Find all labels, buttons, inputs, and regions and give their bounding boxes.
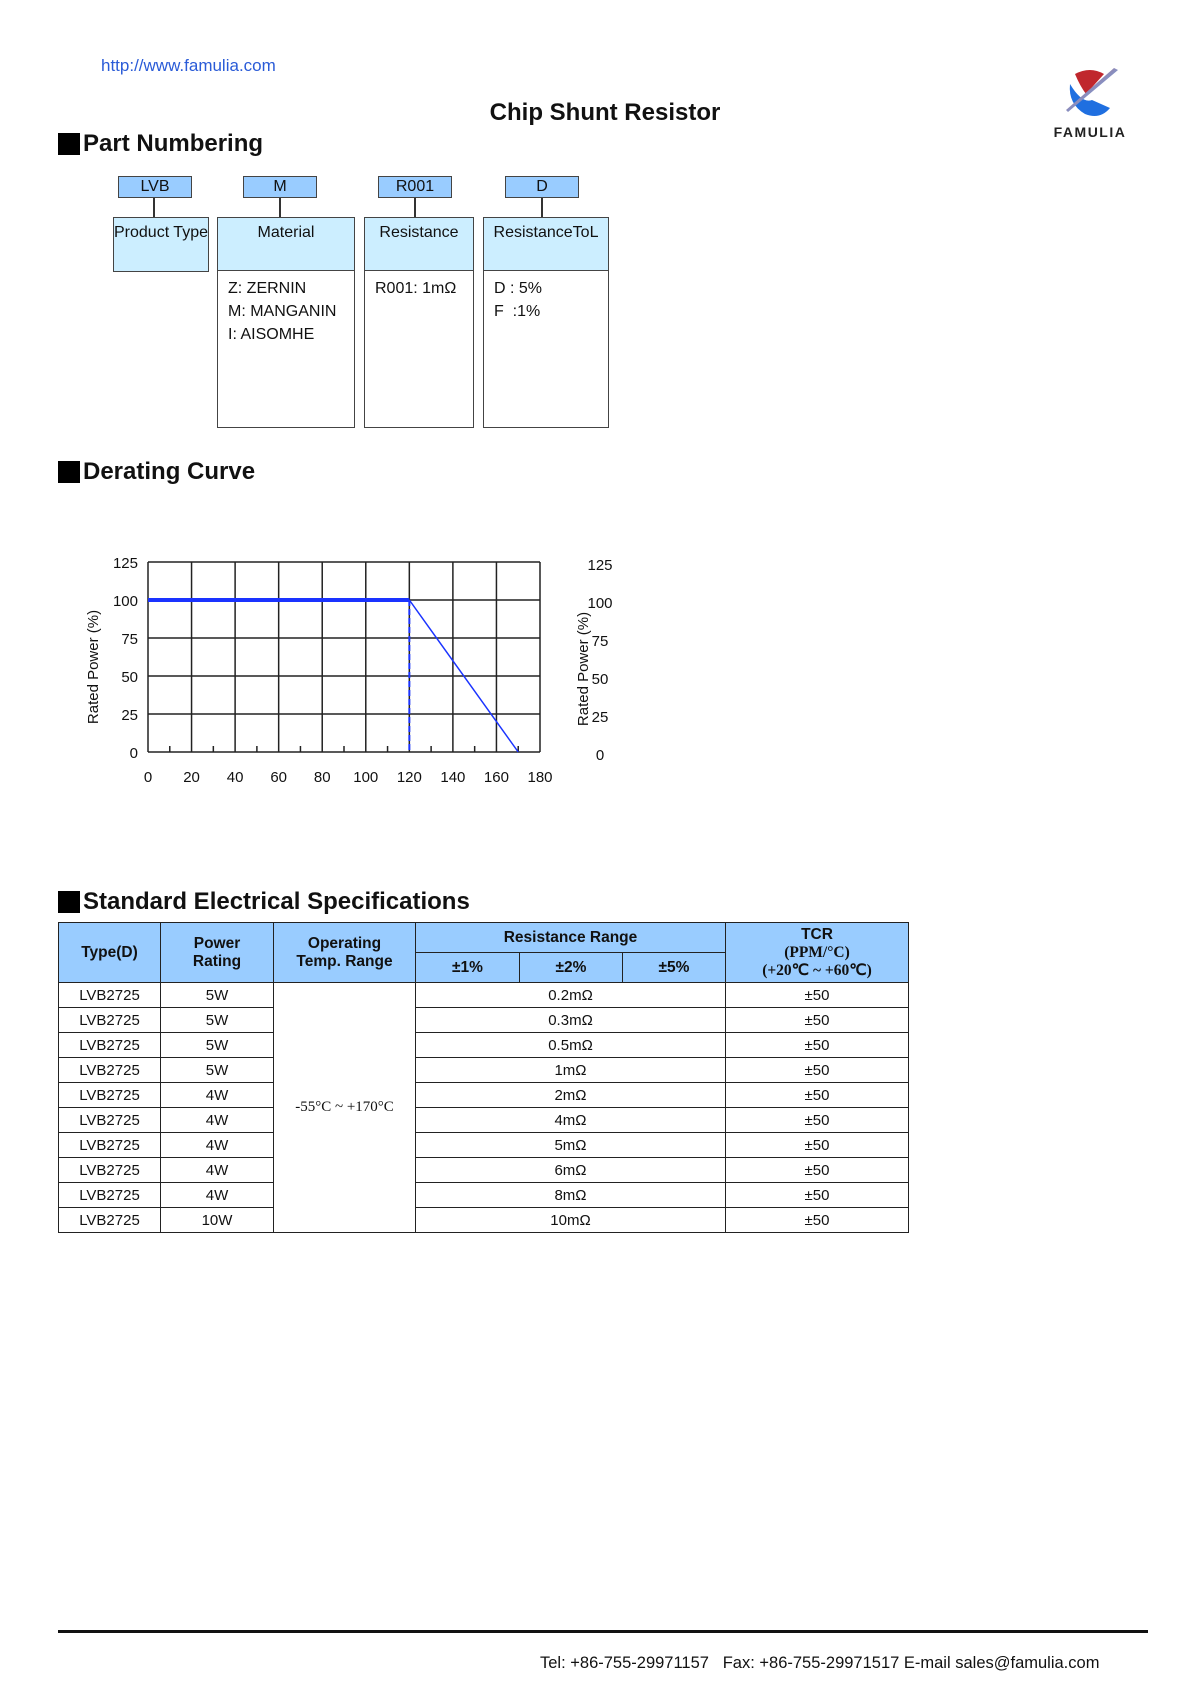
x-tick-label: 40 bbox=[226, 769, 244, 786]
y2-tick-label: 100 bbox=[587, 595, 613, 612]
cell-power: 4W bbox=[161, 1083, 274, 1108]
col-header-tol-1: ±1% bbox=[416, 953, 520, 983]
x-tick-label: 60 bbox=[270, 769, 288, 786]
pn-code-resistance: R001 bbox=[378, 176, 452, 198]
cell-resistance: 5mΩ bbox=[416, 1133, 726, 1158]
y-tick-label: 125 bbox=[112, 555, 138, 572]
col-header-tol-2: ±2% bbox=[520, 953, 623, 983]
pn-option: F :1% bbox=[494, 303, 541, 320]
cell-resistance: 4mΩ bbox=[416, 1108, 726, 1133]
bullet-square-icon bbox=[58, 461, 80, 483]
y-tick-label: 50 bbox=[121, 669, 138, 686]
document-title: Chip Shunt Resistor bbox=[489, 99, 721, 126]
section-title-text: Part Numbering bbox=[83, 130, 264, 157]
y-tick-label: 75 bbox=[121, 631, 138, 648]
table-row bbox=[59, 1008, 909, 1033]
bullet-square-icon bbox=[58, 133, 80, 155]
cell-resistance: 1mΩ bbox=[416, 1058, 726, 1083]
x-tick-label: 0 bbox=[143, 769, 153, 786]
bullet-square-icon bbox=[58, 891, 80, 913]
table-row bbox=[59, 1033, 909, 1058]
section-title-derating-curve bbox=[58, 458, 255, 486]
y2-tick-label: 50 bbox=[591, 671, 609, 688]
cell-resistance: 8mΩ bbox=[416, 1183, 726, 1208]
pn-code-product-type: LVB bbox=[118, 176, 192, 198]
table-row bbox=[59, 1183, 909, 1208]
pn-code-tolerance: D bbox=[505, 176, 579, 198]
cell-type: LVB2725 bbox=[59, 1008, 161, 1033]
pn-heading: Product Type bbox=[114, 218, 208, 271]
cell-resistance: 0.3mΩ bbox=[416, 1008, 726, 1033]
pn-options bbox=[365, 271, 473, 306]
x-tick-label: 80 bbox=[313, 769, 331, 786]
x-tick-label: 160 bbox=[483, 769, 509, 786]
cell-tcr: ±50 bbox=[726, 983, 909, 1008]
connector-line bbox=[541, 198, 543, 218]
y2-tick-label: 75 bbox=[591, 633, 609, 650]
table-row bbox=[59, 1083, 909, 1108]
cell-power: 5W bbox=[161, 983, 274, 1008]
y2-tick-label: 0 bbox=[595, 747, 605, 764]
table-row bbox=[59, 1158, 909, 1183]
cell-power: 4W bbox=[161, 1158, 274, 1183]
header-line: Operating bbox=[307, 934, 382, 952]
col-header-resistance: Resistance Range bbox=[416, 923, 726, 953]
connector-line bbox=[153, 198, 155, 218]
pn-option: D : 5% bbox=[494, 280, 543, 297]
section-title-text: Derating Curve bbox=[83, 458, 256, 485]
cell-power: 5W bbox=[161, 1033, 274, 1058]
pn-option: Z: ZERNIN bbox=[228, 280, 307, 297]
x-tick-label: 100 bbox=[353, 769, 379, 786]
header-line: Power bbox=[193, 934, 241, 952]
pn-box-material bbox=[217, 217, 355, 428]
y-tick-label: 25 bbox=[121, 707, 138, 724]
col-header-temp bbox=[274, 923, 416, 983]
cell-tcr: ±50 bbox=[726, 1058, 909, 1083]
pn-option: R001: 1mΩ bbox=[375, 280, 457, 297]
cell-resistance: 6mΩ bbox=[416, 1158, 726, 1183]
cell-type: LVB2725 bbox=[59, 1183, 161, 1208]
col-header-tcr bbox=[726, 923, 909, 983]
cell-tcr: ±50 bbox=[726, 1108, 909, 1133]
cell-tcr: ±50 bbox=[726, 1208, 909, 1233]
pn-box-tolerance bbox=[483, 217, 609, 428]
cell-type: LVB2725 bbox=[59, 1033, 161, 1058]
cell-resistance: 10mΩ bbox=[416, 1208, 726, 1233]
pn-heading: Resistance bbox=[365, 218, 473, 271]
cell-power: 5W bbox=[161, 1058, 274, 1083]
pn-box-resistance bbox=[364, 217, 474, 428]
pn-code-material: M bbox=[243, 176, 317, 198]
header-line: Temp. Range bbox=[296, 952, 393, 970]
y-axis-label: Rated Power (%) bbox=[85, 609, 102, 725]
table-row bbox=[59, 1208, 909, 1233]
table-row bbox=[59, 1108, 909, 1133]
logo-text: FAMULIA bbox=[1053, 124, 1127, 140]
col-header-type: Type(D) bbox=[59, 923, 161, 983]
cell-tcr: ±50 bbox=[726, 1158, 909, 1183]
x-tick-label: 120 bbox=[396, 769, 422, 786]
col-header-power bbox=[161, 923, 274, 983]
cell-tcr: ±50 bbox=[726, 1083, 909, 1108]
section-title-text: Standard Electrical Specifications bbox=[83, 888, 470, 915]
cell-type: LVB2725 bbox=[59, 1133, 161, 1158]
table-row bbox=[59, 983, 909, 1008]
y2-tick-label: 125 bbox=[587, 557, 613, 574]
cell-power: 10W bbox=[161, 1208, 274, 1233]
header-line: TCR bbox=[801, 925, 833, 943]
derating-chart bbox=[70, 540, 670, 800]
header-line: (PPM/°C) bbox=[784, 943, 850, 961]
x-tick-label: 20 bbox=[183, 769, 200, 786]
cell-type: LVB2725 bbox=[59, 1058, 161, 1083]
y2-axis-label: Rated Power (%) bbox=[575, 611, 592, 727]
section-title-specs bbox=[58, 888, 470, 916]
cell-resistance: 0.5mΩ bbox=[416, 1033, 726, 1058]
table-row bbox=[59, 1133, 909, 1158]
cell-power: 5W bbox=[161, 1008, 274, 1033]
connector-line bbox=[414, 198, 416, 218]
cell-type: LVB2725 bbox=[59, 1083, 161, 1108]
footer-divider bbox=[58, 1630, 1148, 1633]
website-link[interactable]: http://www.famulia.com bbox=[101, 56, 276, 75]
section-title-part-numbering bbox=[58, 130, 263, 158]
cell-type: LVB2725 bbox=[59, 1108, 161, 1133]
famulia-logo bbox=[1040, 64, 1140, 144]
x-tick-label: 140 bbox=[440, 769, 466, 786]
cell-type: LVB2725 bbox=[59, 1158, 161, 1183]
cell-type: LVB2725 bbox=[59, 983, 161, 1008]
cell-type: LVB2725 bbox=[59, 1208, 161, 1233]
pn-heading: Material bbox=[218, 218, 354, 271]
pn-heading: ResistanceToL bbox=[484, 218, 608, 271]
pn-options bbox=[218, 271, 354, 352]
cell-tcr: ±50 bbox=[726, 1133, 909, 1158]
famulia-logo-icon bbox=[1040, 64, 1140, 124]
x-tick-label: 180 bbox=[527, 769, 553, 786]
y-tick-label: 100 bbox=[112, 593, 138, 610]
col-header-tol-5: ±5% bbox=[623, 953, 726, 983]
pn-box-product-type bbox=[113, 217, 209, 272]
cell-resistance: 2mΩ bbox=[416, 1083, 726, 1108]
y-tick-label: 0 bbox=[129, 745, 138, 762]
specs-table bbox=[58, 922, 909, 1233]
cell-power: 4W bbox=[161, 1108, 274, 1133]
header-line: Rating bbox=[192, 952, 242, 970]
cell-power: 4W bbox=[161, 1183, 274, 1208]
footer-contact: Tel: +86-755-29971157 Fax: +86-755-29971517 E-mail sales@famulia.com bbox=[540, 1654, 1100, 1672]
cell-resistance: 0.2mΩ bbox=[416, 983, 726, 1008]
table-row bbox=[59, 1058, 909, 1083]
y2-tick-label: 25 bbox=[591, 709, 609, 726]
derating-chart-plot bbox=[70, 540, 670, 800]
cell-power: 4W bbox=[161, 1133, 274, 1158]
cell-tcr: ±50 bbox=[726, 1033, 909, 1058]
pn-option: M: MANGANIN bbox=[228, 303, 337, 320]
pn-options bbox=[484, 271, 608, 329]
connector-line bbox=[279, 198, 281, 218]
cell-tcr: ±50 bbox=[726, 1183, 909, 1208]
pn-option: I: AISOMHE bbox=[228, 326, 315, 343]
cell-tcr: ±50 bbox=[726, 1008, 909, 1033]
header-line: (+20℃ ~ +60℃) bbox=[762, 961, 872, 979]
cell-temp-range: -55°C ~ +170°C bbox=[274, 983, 416, 1233]
